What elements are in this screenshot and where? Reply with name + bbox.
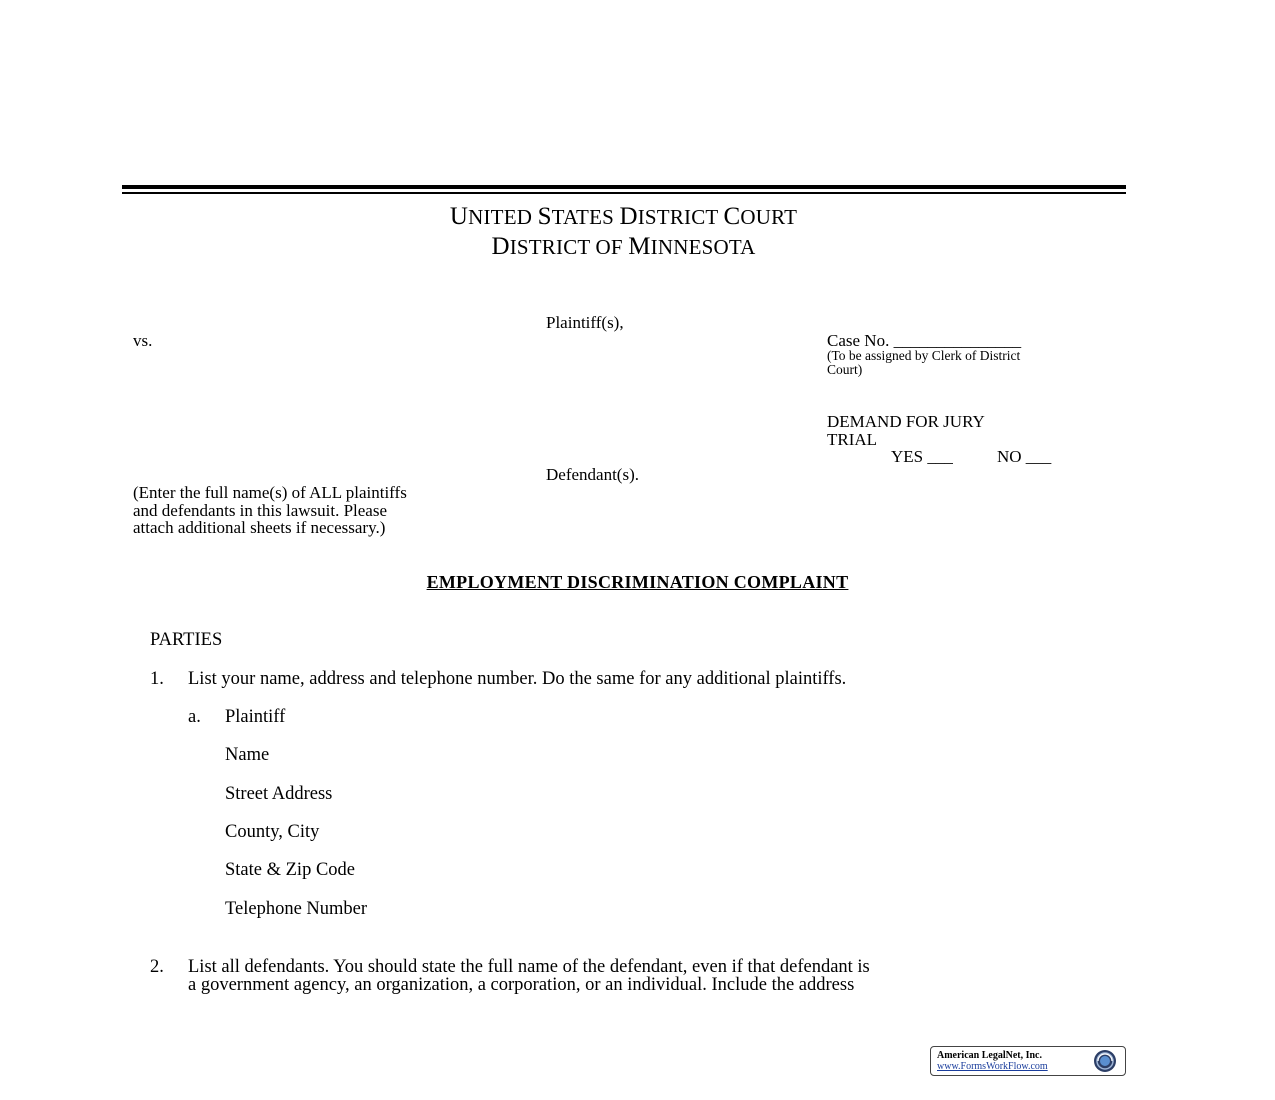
field-label-state-zip: State & Zip Code xyxy=(225,860,355,880)
case-number-note: (To be assigned by Clerk of District xyxy=(827,348,1021,363)
document-title: EMPLOYMENT DISCRIMINATION COMPLAINT xyxy=(426,572,849,592)
court-name: UNITED STATES DISTRICT COURT xyxy=(449,203,798,230)
field-label-county-city: County, City xyxy=(225,822,320,842)
logo-company-name: American LegalNet, Inc. xyxy=(937,1050,1042,1061)
vs-label: vs. xyxy=(133,331,153,350)
caption-instruction-line: and defendants in this lawsuit. Please xyxy=(133,501,388,520)
header-rule-thin xyxy=(122,192,1126,194)
section-heading-parties: PARTIES xyxy=(150,630,223,650)
case-number-note: Court) xyxy=(827,362,863,377)
item-number: 2. xyxy=(150,957,164,977)
caption-instruction-line: attach additional sheets if necessary.) xyxy=(133,518,386,537)
jury-yes-option: YES ___ xyxy=(891,447,953,466)
caption-instruction-line: (Enter the full name(s) of ALL plaintiffs xyxy=(133,483,407,502)
item-text: a government agency, an organization, a corporation, or an individual. Include the address xyxy=(188,975,855,995)
footer-logo[interactable] xyxy=(930,1046,1126,1076)
district-name: DISTRICT OF MINNESOTA xyxy=(491,233,756,260)
globe-icon xyxy=(1089,1049,1121,1073)
item-text: List your name, address and telephone number. Do the same for any additional plaintiffs. xyxy=(188,669,847,689)
case-number-field: Case No. _______________ xyxy=(827,331,1022,350)
item-number: 1. xyxy=(150,669,164,689)
jury-demand-label: DEMAND FOR JURY xyxy=(827,412,985,431)
field-label-street-address: Street Address xyxy=(225,784,333,804)
field-label-telephone: Telephone Number xyxy=(225,899,368,919)
defendants-label: Defendant(s). xyxy=(546,465,639,484)
plaintiffs-label: Plaintiff(s), xyxy=(546,313,624,332)
field-label-name: Name xyxy=(225,745,270,765)
jury-demand-label: TRIAL xyxy=(827,430,878,449)
logo-url-link[interactable]: www.FormsWorkFlow.com xyxy=(937,1061,1048,1072)
plaintiff-label: Plaintiff xyxy=(225,707,286,727)
header-rule-thick xyxy=(122,185,1126,189)
sub-item-letter: a. xyxy=(188,707,201,727)
jury-no-option: NO ___ xyxy=(997,447,1052,466)
item-text: List all defendants. You should state the full name of the defendant, even if that defendant is xyxy=(188,957,870,977)
